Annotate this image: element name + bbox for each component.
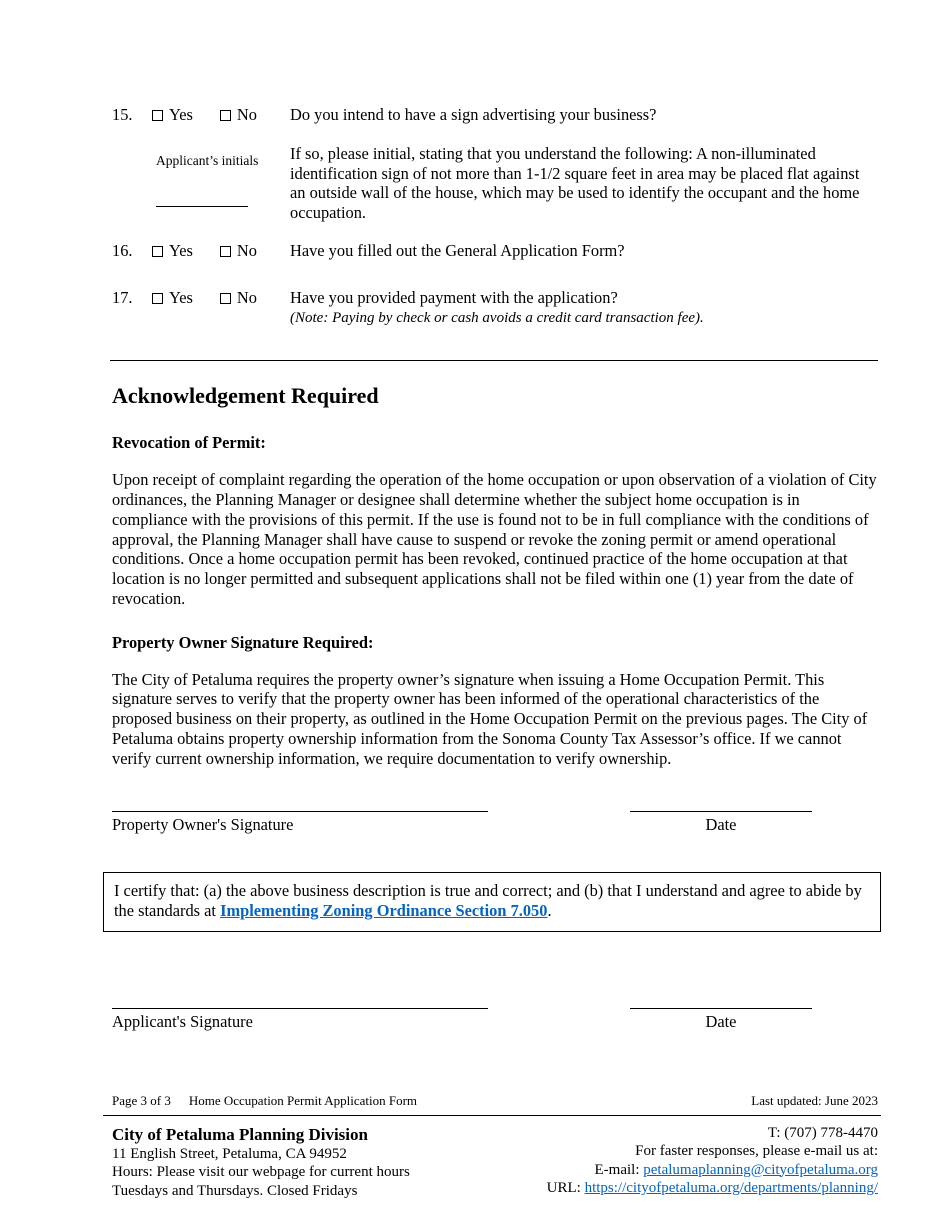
question-17-checkbox-column bbox=[152, 288, 290, 329]
footer-page-number: Page 3 of 3 bbox=[112, 1092, 171, 1108]
footer-columns bbox=[112, 1124, 878, 1201]
question-17-text: Have you provided payment with the application? bbox=[290, 287, 618, 307]
applicant-date-label: Date bbox=[705, 1011, 737, 1031]
footer-contact-block bbox=[547, 1124, 878, 1201]
footer-email-label: E-mail: bbox=[594, 1161, 644, 1178]
revocation-paragraph: Upon receipt of complaint regarding the operation of the home occupation or upon observation of a violation of City ordinances, the Planning Manager or designee shall determine whether the subject home occupation is in compliance with the provisions of this permit. If the use is found not to be in full compliance with the conditions of approval, the Planning Manager shall have cause to suspend or revoke the zoning permit or amend operational conditions. Once a home occupation permit has been revoked, continued practice of the home occupation at that location is no longer permitted and subsequent applications shall not be filed within one (1) year from the date of revocation. bbox=[112, 470, 877, 608]
footer-url-line bbox=[547, 1179, 878, 1198]
question-15-detail: If so, please initial, stating that you understand the following: A non-illuminated identification sign of not more than 1-1/2 square feet in area may be placed flat against an outside wall of the house, which may be used to identify the occupant and the home occupation. bbox=[290, 143, 860, 223]
page-footer bbox=[112, 1093, 878, 1201]
owner-date-label: Date bbox=[705, 814, 737, 834]
applicant-signature-line[interactable] bbox=[112, 1008, 488, 1009]
question-17 bbox=[112, 288, 878, 329]
owner-signature-paragraph: The City of Petaluma requires the property owner’s signature when issuing a Home Occupation Permit. This signature serves to verify that the property owner has been informed of the operational characteristics of the proposed business on their property, as outlined in the Home Occupation Permit on the previous pages. The City of Petaluma obtains property ownership information from the Sonoma County Tax Assessor’s office. If we cannot verify current ownership information, we require documentation to verify ownership. bbox=[112, 669, 868, 768]
question-16 bbox=[112, 241, 878, 261]
applicant-date-line[interactable] bbox=[630, 1008, 812, 1009]
question-17-text-column bbox=[290, 288, 878, 329]
owner-signature-field bbox=[112, 811, 488, 835]
applicant-signature-block bbox=[112, 1008, 878, 1032]
footer-hours-line2: Tuesdays and Thursdays. Closed Fridays bbox=[112, 1182, 358, 1199]
footer-doc-title: Home Occupation Permit Application Form bbox=[188, 1092, 418, 1108]
owner-signature-label: Property Owner's Signature bbox=[112, 814, 294, 834]
section-divider bbox=[110, 360, 878, 361]
q15-yes-label: Yes bbox=[169, 105, 193, 124]
owner-date-field bbox=[630, 811, 812, 835]
owner-signature-line[interactable] bbox=[112, 811, 488, 812]
question-15-text: Do you intend to have a sign advertising your business? bbox=[290, 105, 657, 124]
q16-no-checkbox[interactable] bbox=[220, 246, 231, 257]
certification-text-before: I certify that: (a) the above business description is true and correct; and (b) that I understand and agree to abide by the standards at bbox=[114, 881, 862, 921]
footer-divider bbox=[103, 1115, 881, 1116]
footer-email-line bbox=[547, 1161, 878, 1180]
applicant-initials-line[interactable] bbox=[156, 206, 248, 207]
revocation-heading: Revocation of Permit: bbox=[112, 433, 266, 453]
question-15-number: 15. bbox=[112, 105, 133, 124]
q17-no-label: No bbox=[236, 287, 257, 307]
certification-box bbox=[103, 872, 881, 932]
owner-signature-block bbox=[112, 811, 878, 835]
q16-yes-label: Yes bbox=[169, 240, 193, 260]
question-15-text-column bbox=[290, 105, 878, 223]
footer-meta-row bbox=[112, 1093, 878, 1109]
q17-no-checkbox[interactable] bbox=[220, 293, 231, 304]
q15-yes-checkbox[interactable] bbox=[152, 110, 163, 121]
q17-yes-checkbox[interactable] bbox=[152, 293, 163, 304]
applicant-signature-field bbox=[112, 1008, 488, 1032]
planning-url-link[interactable]: https://cityofpetaluma.org/departments/planning/ bbox=[584, 1180, 878, 1196]
footer-hours-line1: Hours: Please visit our webpage for current hours bbox=[112, 1164, 410, 1180]
zoning-ordinance-link[interactable]: Implementing Zoning Ordinance Section 7.050 bbox=[220, 901, 548, 921]
owner-signature-heading: Property Owner Signature Required: bbox=[112, 632, 374, 652]
q15-no-label: No bbox=[236, 105, 257, 124]
footer-address: 11 English Street, Petaluma, CA 94952 bbox=[112, 1145, 347, 1162]
certification-text-after: . bbox=[547, 901, 552, 921]
owner-date-line[interactable] bbox=[630, 811, 812, 812]
footer-email-note: For faster responses, please e-mail us at: bbox=[635, 1143, 878, 1159]
footer-url-label: URL: bbox=[546, 1180, 585, 1196]
q16-yes-checkbox[interactable] bbox=[152, 246, 163, 257]
footer-address-block bbox=[112, 1124, 410, 1201]
applicant-initials-label: Applicant’s initials bbox=[156, 152, 259, 168]
q15-no-checkbox[interactable] bbox=[220, 110, 231, 121]
footer-last-updated: Last updated: June 2023 bbox=[751, 1092, 878, 1108]
email-link[interactable]: petalumaplanning@cityofpetaluma.org bbox=[643, 1161, 878, 1178]
question-15-checkbox-column bbox=[152, 105, 290, 223]
applicant-date-field bbox=[630, 1008, 812, 1032]
footer-phone: T: (707) 778-4470 bbox=[767, 1124, 878, 1141]
applicant-signature-label: Applicant's Signature bbox=[112, 1011, 253, 1031]
question-16-checkbox-column bbox=[152, 241, 290, 261]
question-15 bbox=[112, 105, 878, 223]
q16-no-label: No bbox=[236, 240, 257, 260]
footer-org-name: City of Petaluma Planning Division bbox=[112, 1124, 368, 1144]
question-17-note: (Note: Paying by check or cash avoids a credit card transaction fee). bbox=[290, 309, 704, 326]
footer-meta-left bbox=[112, 1093, 417, 1109]
question-17-number: 17. bbox=[112, 287, 133, 307]
question-16-number: 16. bbox=[112, 240, 133, 260]
acknowledgement-title: Acknowledgement Required bbox=[112, 383, 379, 409]
q17-yes-label: Yes bbox=[169, 287, 193, 307]
question-16-text: Have you filled out the General Application Form? bbox=[290, 240, 625, 260]
